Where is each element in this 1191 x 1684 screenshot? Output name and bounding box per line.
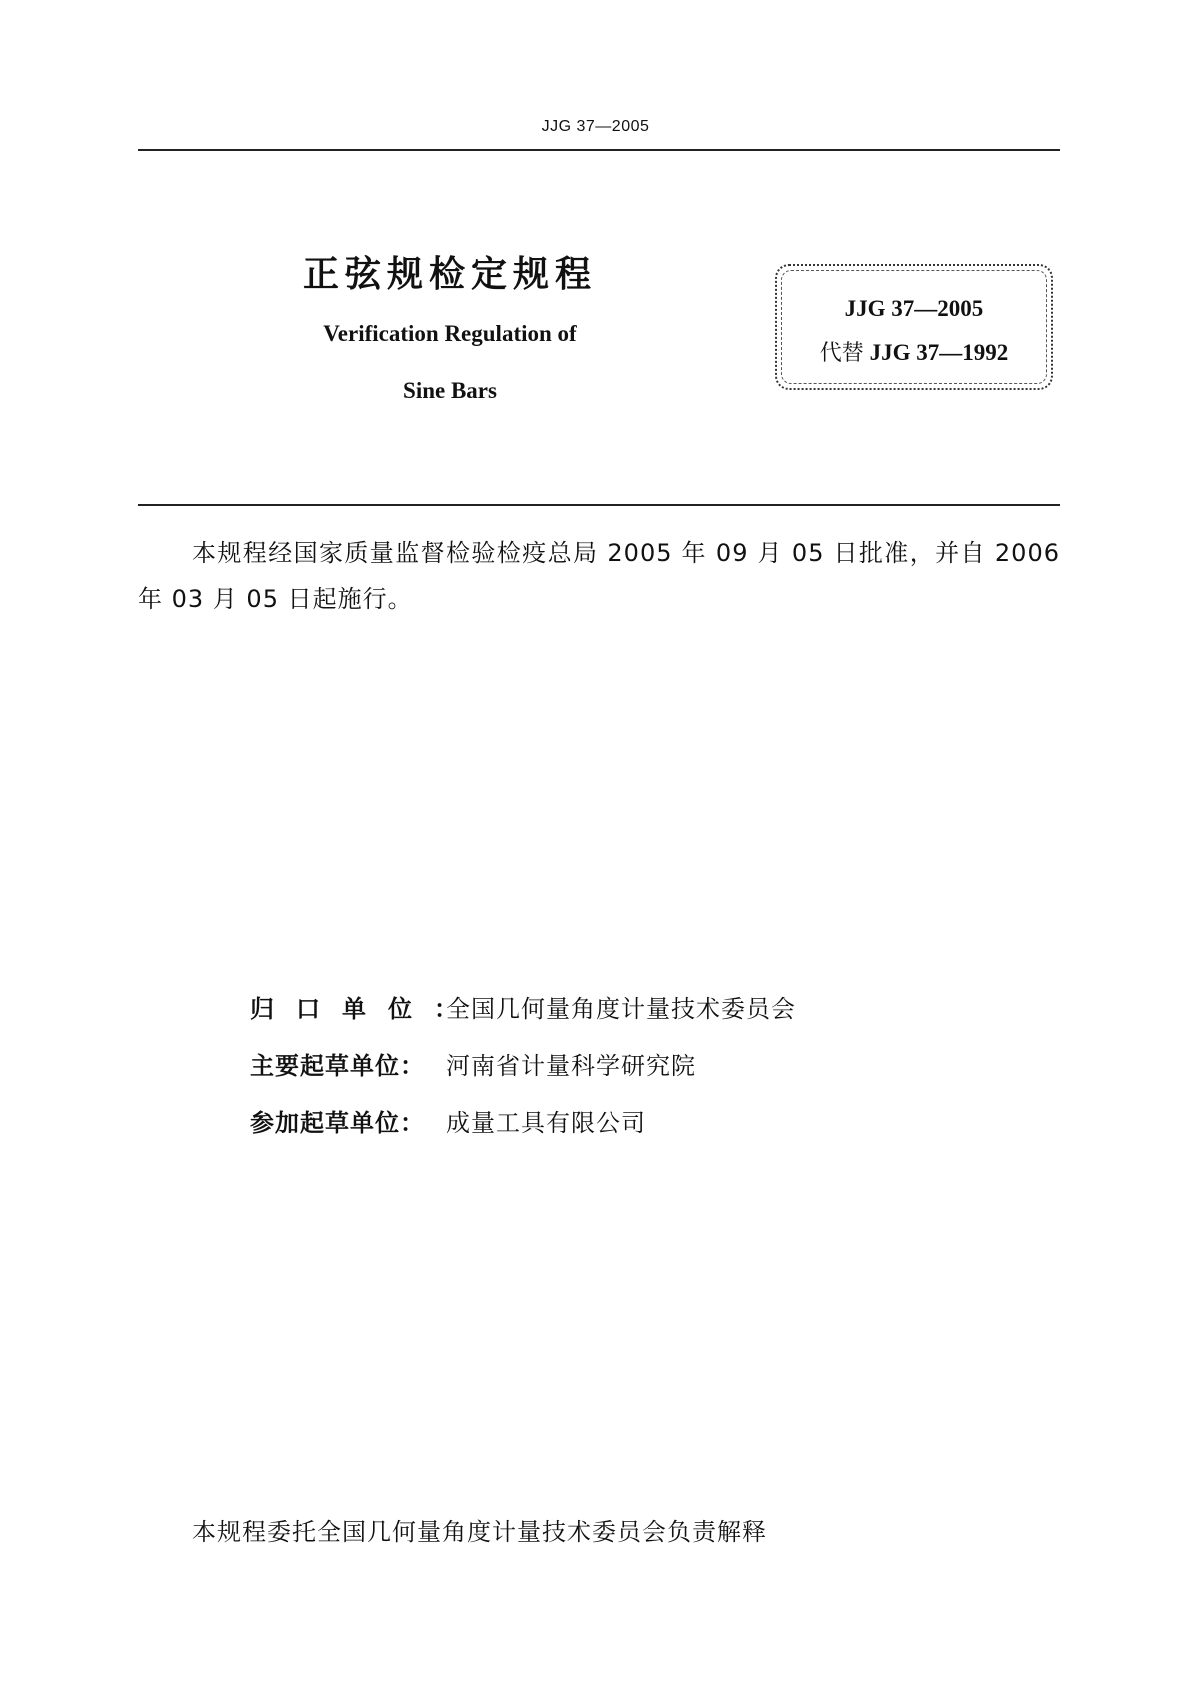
standard-code-box <box>775 264 1053 390</box>
replaces-code: JJG 37—1992 <box>869 340 1009 365</box>
replaces-prefix: 代替 <box>819 341 864 366</box>
unit-value: 成量工具有限公司 <box>446 1109 646 1137</box>
document-title-english-line1: Verification Regulation of <box>323 321 577 346</box>
unit-value: 全国几何量角度计量技术委员会 <box>446 995 796 1023</box>
drafting-units <box>250 978 796 1149</box>
document-title-english-line2: Sine Bars <box>403 378 497 403</box>
unit-label: 参加起草单位： <box>250 1109 425 1137</box>
interpretation-note: 本规程委托全国几何量角度计量技术委员会负责解释 <box>192 1518 767 1546</box>
unit-label: 主要起草单位： <box>250 1052 425 1080</box>
standard-code: JJG 37—2005 <box>844 296 984 321</box>
unit-row-participating-drafter <box>250 1092 796 1149</box>
unit-label: 归口单位： <box>250 995 480 1023</box>
approval-statement: 本规程经国家质量监督检验检疫总局 2005 年 09 月 05 日批准，并自 2006 年 03 月 05 日起施行。 <box>138 539 1060 613</box>
unit-value: 河南省计量科学研究院 <box>446 1052 696 1080</box>
unit-row-responsible <box>250 978 796 1035</box>
running-header-code: JJG 37—2005 <box>541 118 650 135</box>
document-title-chinese: 正弦规检定规程 <box>302 254 597 295</box>
title-section-rule <box>138 504 1060 506</box>
unit-row-main-drafter <box>250 1035 796 1092</box>
header-rule <box>138 149 1060 151</box>
replaces-code-line <box>777 336 1051 367</box>
